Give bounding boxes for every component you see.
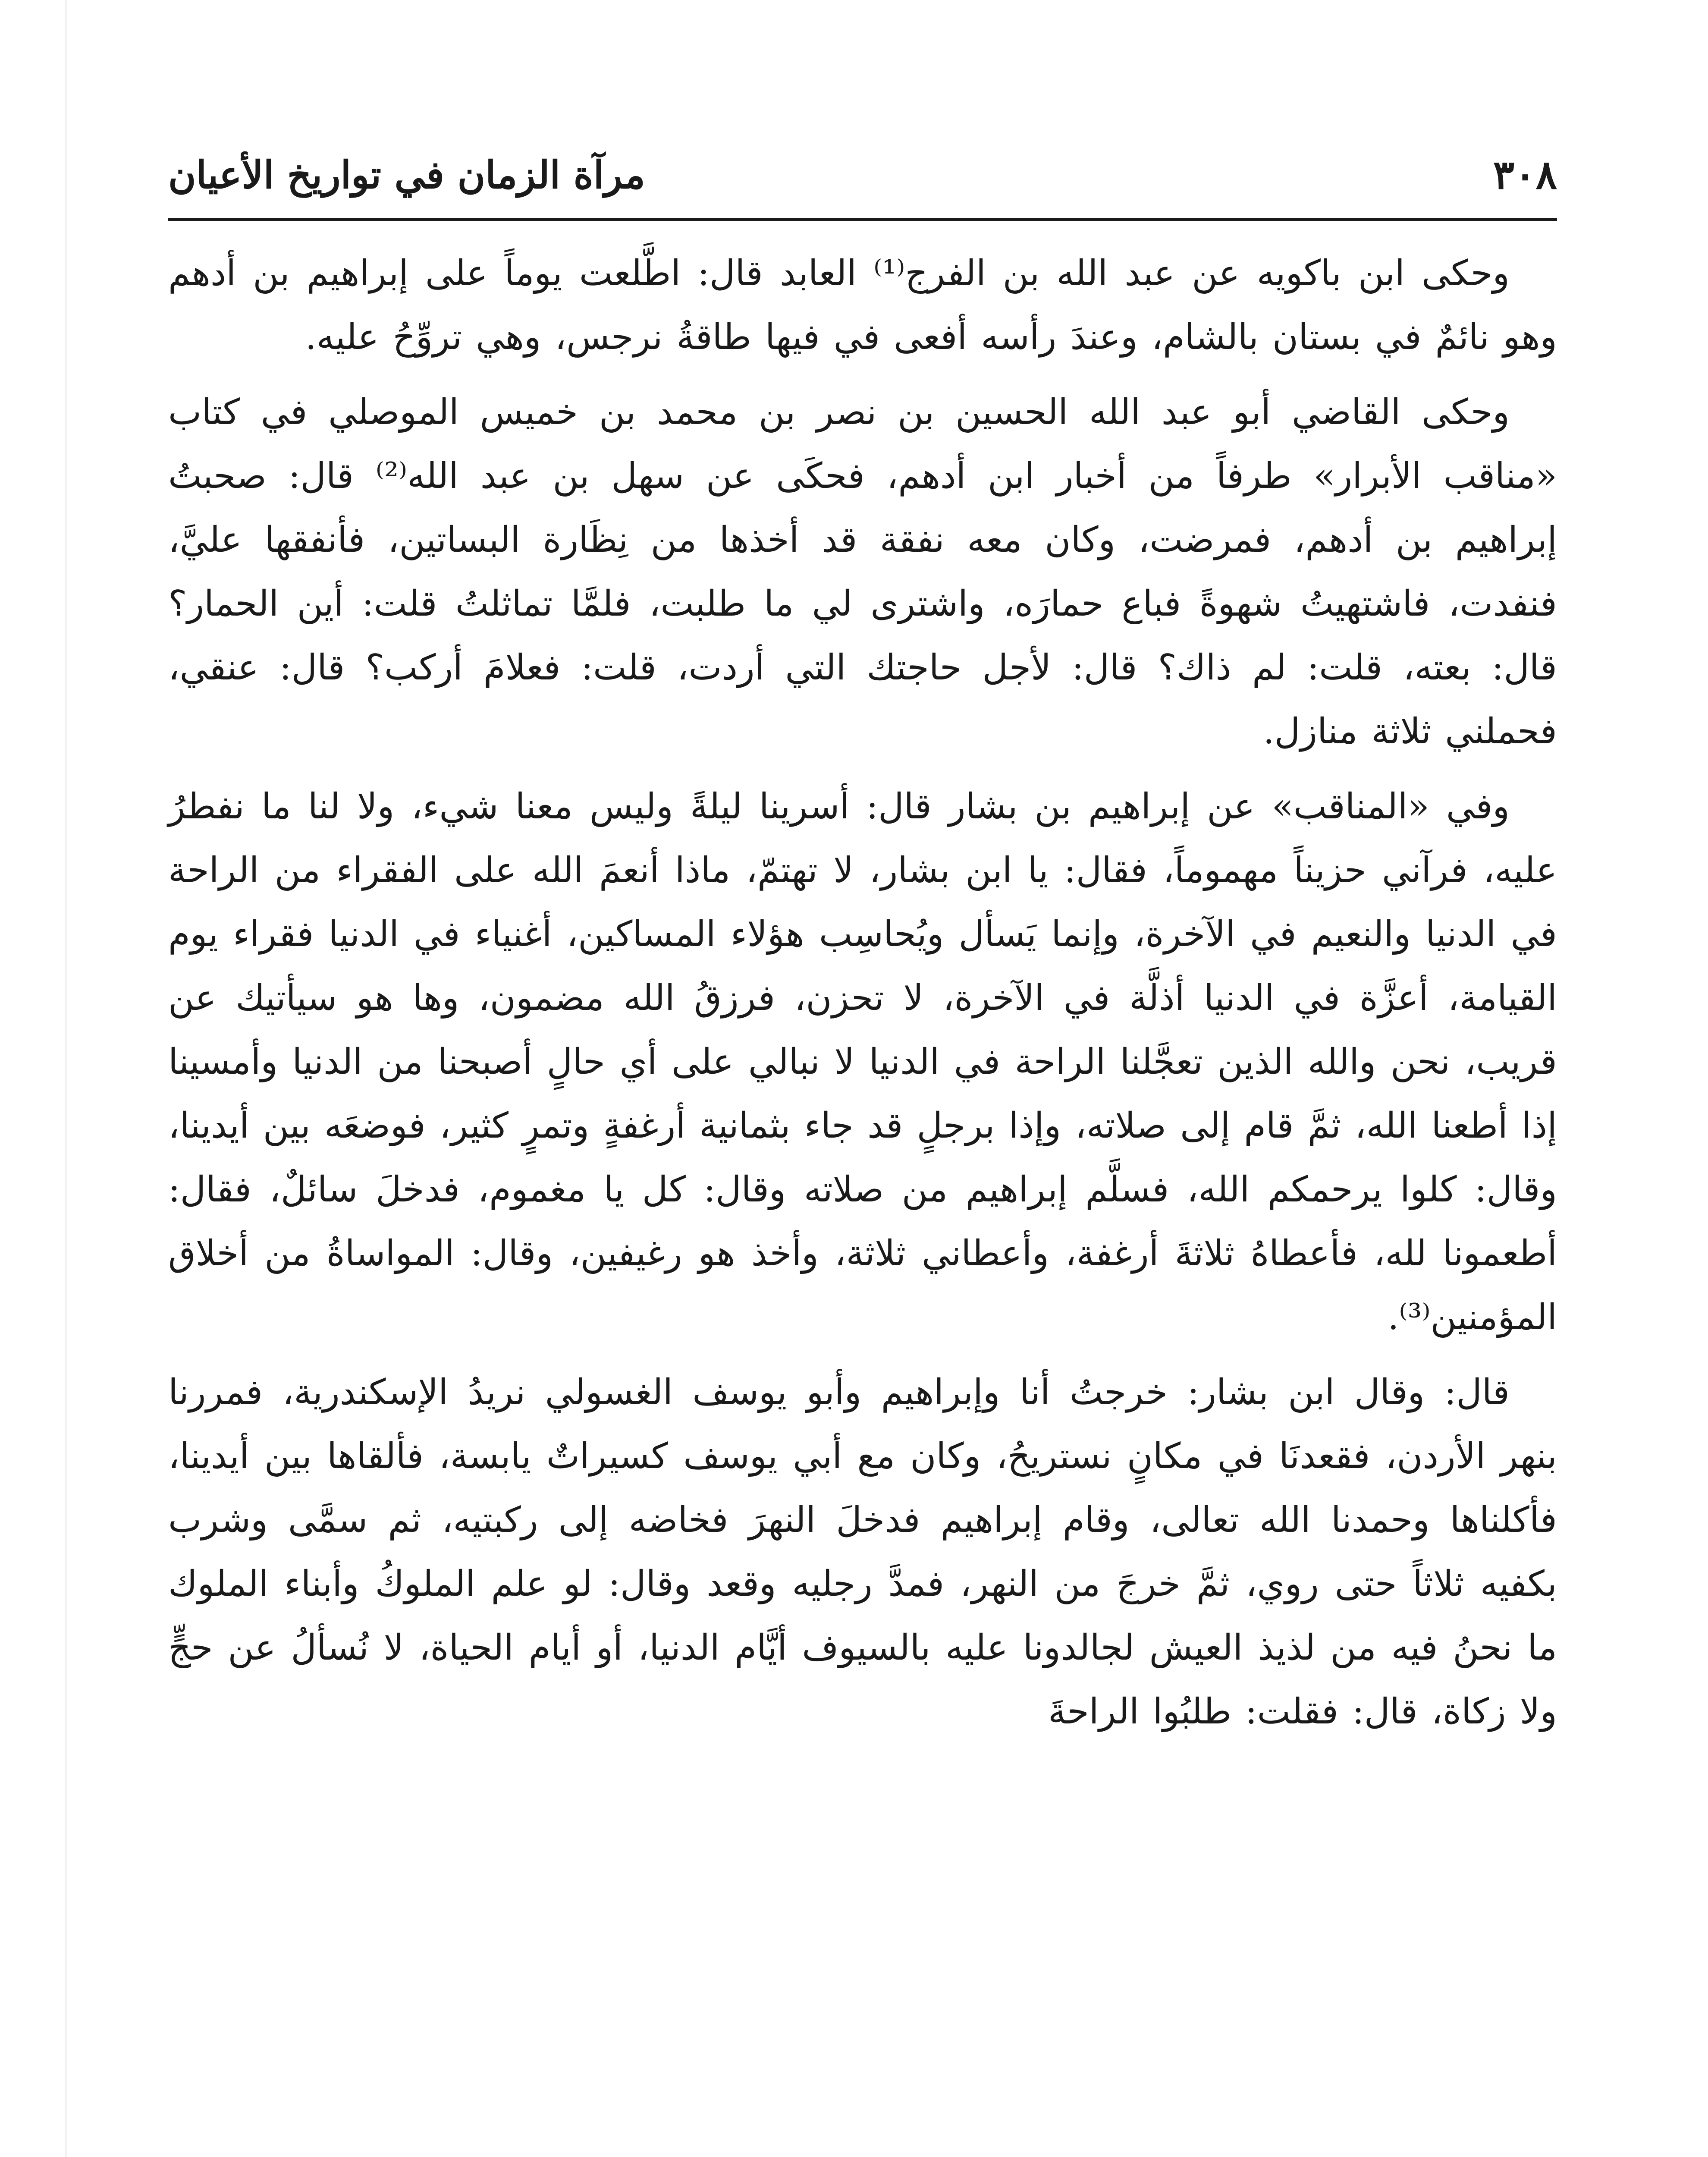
- paragraph-3: وفي «المناقب» عن إبراهيم بن بشار قال: أسرينا ليلةً وليس معنا شيء، ولا لنا ما نفطرُ عليه، فرآني حزيناً مهموماً، فقال: يا ابن بشار، لا تهتمّ، ماذا أنعمَ الله على الفقراء من الراحة في الدنيا والنعيم في الآخرة، وإنما يَسأل ويُحاسِب هؤلاء المساكين، أغنياء في الدنيا فقراء يوم القيامة، أعزَّة في الدنيا أذلَّة في الآخرة، لا تحزن، فرزقُ الله مضمون، وها هو سيأتيك عن قريب، نحن والله الذين تعجَّلنا الراحة في الدنيا لا نبالي على أي حالٍ أصبحنا من الدنيا وأمسينا إذا أطعنا الله، ثمَّ قام إلى صلاته، وإذا برجلٍ قد جاء بثمانية أرغفةٍ وتمرٍ كثير، فوضعَه بين أيدينا، وقال: كلوا يرحمكم الله، فسلَّم إبراهيم من صلاته وقال: كل يا مغموم، فدخلَ سائلٌ، فقال: أطعمونا لله، فأعطاهُ ثلاثةَ أرغفة، وأعطاني ثلاثة، وأخذ هو رغيفين، وقال: المواساةُ من أخلاق المؤمنين⁽³⁾.: [168, 786, 1557, 1338]
- running-title: مرآة الزمان في تواريخ الأعيان: [168, 152, 645, 197]
- paragraph-4: قال: وقال ابن بشار: خرجتُ أنا وإبراهيم وأبو يوسف الغسولي نريدُ الإسكندرية، فمررنا بنهر الأردن، فقعدنَا في مكانٍ نستريحُ، وكان مع أبي يوسف كسيراتٌ يابسة، فألقاها بين أيدينا، فأكلناها وحمدنا الله تعالى، وقام إبراهيم فدخلَ النهرَ فخاضه إلى ركبتيه، ثم سمَّى وشرب بكفيه ثلاثاً حتى روي، ثمَّ خرجَ من النهر، فمدَّ رجليه وقعد وقال: لو علم الملوكُ وأبناء الملوك ما نحنُ فيه من لذيذ العيش لجالدونا عليه بالسيوف أيَّام الدنيا، أو أيام الحياة، لا نُسألُ عن حجٍّ ولا زكاة، قال: فقلت: طلبُوا الراحةَ: [168, 1372, 1557, 1732]
- paragraph-2: وحكى القاضي أبو عبد الله الحسين بن نصر بن محمد بن خميس الموصلي في كتاب «مناقب الأبرار» طرفاً من أخبار ابن أدهم، فحكَى عن سهل بن عبد الله⁽²⁾ قال: صحبتُ إبراهيم بن أدهم، فمرضت، وكان معه نفقة قد أخذها من نِظَارة البساتين، فأنفقها عليَّ، فنفدت، فاشتهيتُ شهوةً فباع حمارَه، واشترى لي ما طلبت، فلمَّا تماثلتُ قلت: أين الحمار؟ قال: بعته، قلت: لم ذاك؟ قال: لأجل حاجتك التي أردت، قلت: فعلامَ أركب؟ قال: عنقي، فحملني ثلاثة منازل.: [168, 392, 1557, 752]
- header-rule: [168, 218, 1557, 221]
- paragraph-1: وحكى ابن باكويه عن عبد الله بن الفرج⁽¹⁾ العابد قال: اطَّلعت يوماً على إبراهيم بن أدهم وهو نائمٌ في بستان بالشام، وعندَ رأسه أفعى في فيها طاقةُ نرجس، وهي تروِّحُ عليه.: [168, 253, 1557, 358]
- page-number: ٣٠٨: [1493, 151, 1557, 198]
- scan-gutter-shadow: [65, 0, 67, 2157]
- main-text: [168, 242, 1557, 2157]
- page-header: [168, 142, 1557, 211]
